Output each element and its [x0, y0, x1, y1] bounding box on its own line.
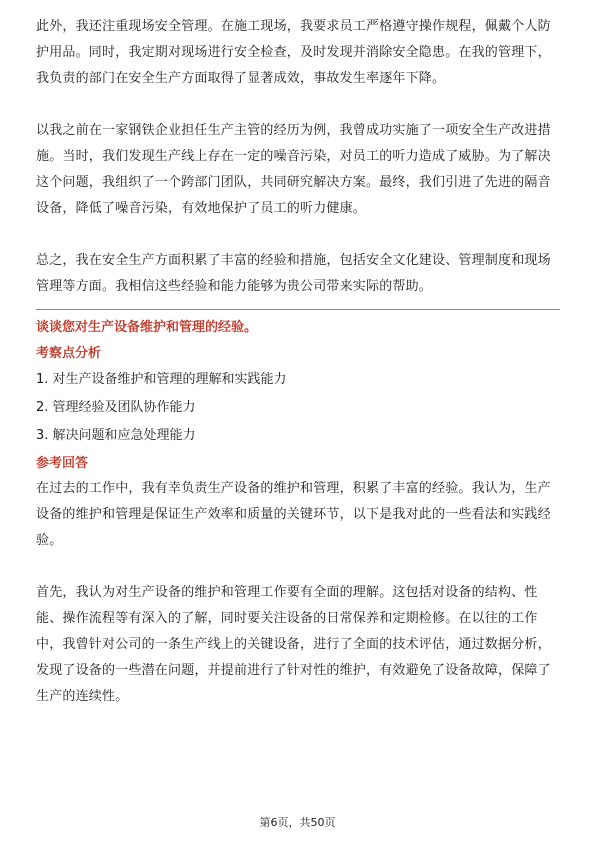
- section-divider: [36, 309, 560, 310]
- analysis-item: 1. 对生产设备维护和管理的理解和实践能力: [36, 372, 287, 387]
- paragraph-gap: [36, 92, 560, 118]
- answer-paragraph-intro: 在过去的工作中，我有幸负责生产设备的维护和管理，积累了丰富的经验。我认为，生产设备的维护和管理是保证生产效率和质量的关键环节，以下是我对此的一些看法和实践经验。: [36, 481, 551, 548]
- question-title: 谈谈您对生产设备维护和管理的经验。: [36, 320, 258, 335]
- analysis-heading: 考察点分析: [36, 346, 102, 361]
- paragraph-site-safety: 此外，我还注重现场安全管理。在施工现场，我要求员工严格遵守操作规程，佩戴个人防护用品。同时，我定期对现场进行安全检查，及时发现并消除安全隐患。在我的管理下，我负责的部门在安全生产方面取得了显著成效，事故发生率逐年下降。: [36, 19, 551, 86]
- analysis-item: 3. 解决问题和应急处理能力: [36, 428, 196, 443]
- paragraph-summary: 总之，我在安全生产方面积累了丰富的经验和措施，包括安全文化建设、管理制度和现场管理等方面。我相信这些经验和能力能够为贵公司带来实际的帮助。: [36, 253, 551, 294]
- paragraph-gap: [36, 222, 560, 248]
- page-number-footer: 第6页，共50页: [259, 816, 336, 829]
- answer-heading: 参考回答: [36, 456, 89, 471]
- answer-paragraph-understanding: 首先，我认为对生产设备的维护和管理工作要有全面的理解。这包括对设备的结构、性能、操作流程等有深入的了解，同时要关注设备的日常保养和定期检修。在以往的工作中，我曾针对公司的一条生产线上的关键设备，进行了全面的技术评估，通过数据分析，发现了设备的一些潜在问题，并提前进行了针对性的维护，有效避免了设备故障，保障了生产的连续性。: [36, 585, 551, 704]
- analysis-item: 2. 管理经验及团队协作能力: [36, 400, 196, 415]
- page-content: [36, 14, 560, 710]
- paragraph-steel-example: 以我之前在一家钢铁企业担任生产主管的经历为例，我曾成功实施了一项安全生产改进措施。当时，我们发现生产线上存在一定的噪音污染，对员工的听力造成了威胁。为了解决这个问题，我组织了一个跨部门团队，共同研究解决方案。最终，我们引进了先进的隔音设备，降低了噪音污染，有效地保护了员工的听力健康。: [36, 123, 551, 216]
- paragraph-gap: [36, 554, 560, 580]
